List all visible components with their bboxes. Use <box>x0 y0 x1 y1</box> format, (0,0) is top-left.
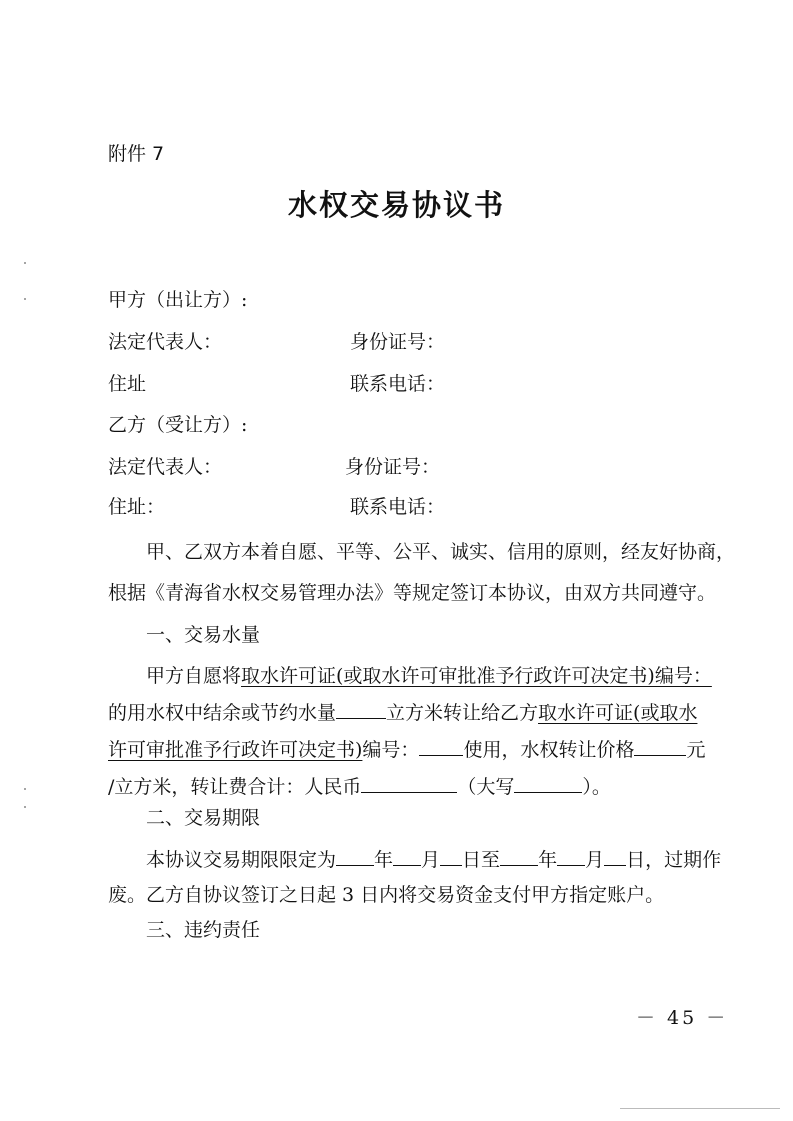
s1-l3-number-label: 编号： <box>362 739 420 761</box>
section-1-line-2 <box>108 700 697 725</box>
permit-number-blank[interactable] <box>419 737 463 756</box>
start-year-blank[interactable] <box>336 847 374 866</box>
s2-month-1: 月 <box>421 849 441 871</box>
scan-dot <box>24 806 26 808</box>
s1-l4-close: ）。 <box>582 776 611 798</box>
party-a-phone-label: 联系电话： <box>350 373 446 395</box>
total-fee-blank[interactable] <box>361 774 457 793</box>
s2-day-1: 日至 <box>462 849 501 871</box>
price-blank[interactable] <box>634 737 686 756</box>
section-2-line-1 <box>146 847 721 872</box>
intro-line-2: 根据《青海省水权交易管理办法》等规定签订本协议，由双方共同遵守。 <box>108 582 717 604</box>
s1-l4-uppercase-label: （大写 <box>457 776 515 798</box>
party-b-address-label: 住址： <box>108 496 166 518</box>
scan-dot <box>24 788 26 790</box>
party-b-heading: 乙方（受让方）: <box>108 414 248 436</box>
party-a-heading: 甲方（出让方）: <box>108 289 248 311</box>
party-a-address-label: 住址 <box>108 373 147 395</box>
party-b-phone-label: 联系电话： <box>350 496 446 518</box>
uppercase-amount-blank[interactable] <box>514 774 582 793</box>
start-month-blank[interactable] <box>393 847 421 866</box>
s2-day-2: 日，过期作 <box>626 849 722 871</box>
s1-l2-text-a: 的用水权中结余或节约水量 <box>108 702 337 724</box>
document-title: 水权交易协议书 <box>287 188 505 222</box>
scan-dot <box>24 298 26 300</box>
end-day-blank[interactable] <box>604 847 626 866</box>
intro-line-1: 甲、乙双方本着自愿、平等、公平、诚实、信用的原则，经友好协商， <box>146 541 736 563</box>
s2-l1-text: 本协议交易期限限定为 <box>146 849 337 871</box>
end-year-blank[interactable] <box>500 847 538 866</box>
attachment-label: 附件 7 <box>108 143 165 165</box>
section-2-line-2: 废。乙方自协议签订之日起 3 日内将交易资金支付甲方指定账户。 <box>108 884 665 906</box>
section-1-line-3 <box>108 737 705 762</box>
s1-l4-total-label: /立方米，转让费合计：人民币 <box>108 776 362 798</box>
party-a-rep-label: 法定代表人： <box>108 331 223 353</box>
s1-l2-text-b: 立方米转让给乙方 <box>386 702 539 724</box>
section-1-heading: 一、交易水量 <box>146 624 261 646</box>
s1-l3-price-label: 使用，水权转让价格 <box>463 739 635 761</box>
scan-dot <box>24 262 26 264</box>
section-1-line-4 <box>108 774 611 799</box>
section-1-line-1 <box>146 664 712 688</box>
s1-permit-ref-2: 取水许可证(或取水 <box>538 702 698 724</box>
s1-l1-text: 甲方自愿将 <box>146 665 242 687</box>
party-a-id-label: 身份证号： <box>350 331 446 353</box>
start-day-blank[interactable] <box>440 847 462 866</box>
s2-month-2: 月 <box>585 849 605 871</box>
s1-permit-ref-3: 许可审批准予行政许可决定书) <box>108 739 363 761</box>
party-b-rep-label: 法定代表人： <box>108 456 223 478</box>
s1-permit-ref: 取水许可证(或取水许可审批准予行政许可决定书)编号： <box>241 665 712 687</box>
end-month-blank[interactable] <box>557 847 585 866</box>
s2-year-2: 年 <box>538 849 558 871</box>
s2-year-1: 年 <box>374 849 394 871</box>
scan-edge-line <box>620 1108 780 1109</box>
water-volume-blank[interactable] <box>336 700 386 719</box>
page-number: － 45 － <box>636 1007 729 1029</box>
section-3-heading: 三、违约责任 <box>146 919 261 941</box>
party-b-id-label: 身份证号： <box>345 456 441 478</box>
section-2-heading: 二、交易期限 <box>146 807 261 829</box>
s1-l3-unit: 元 <box>686 739 706 761</box>
